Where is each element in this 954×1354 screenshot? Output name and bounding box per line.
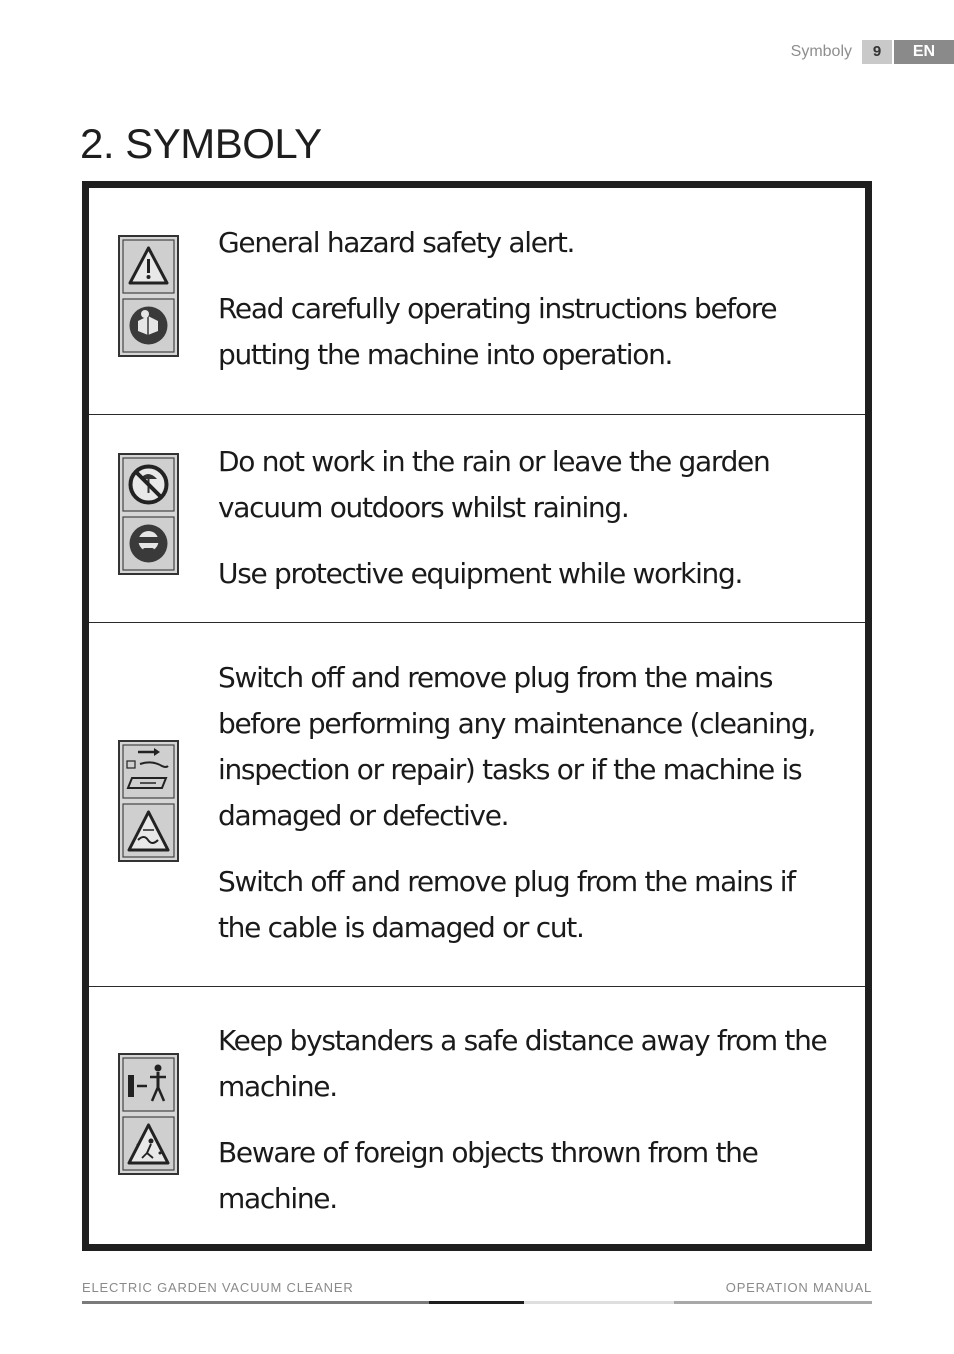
- symbols-table: [82, 181, 872, 1251]
- symbol-text: Do not work in the rain or leave the garden vacuum outdoors whilst raining.: [218, 445, 770, 524]
- symbol-icon-pair: [118, 453, 179, 575]
- page-header: [791, 40, 954, 64]
- read-manual-icon: [130, 307, 168, 345]
- symbol-description: [218, 1018, 843, 1242]
- footer-bar-segment: [674, 1301, 872, 1304]
- symbol-text: Beware of foreign objects thrown from the machine.: [218, 1136, 758, 1215]
- symbol-text: Switch off and remove plug from the mains before performing any maintenance (cleaning, inspection or repair) tasks or if the machine is damaged or defective.: [218, 661, 815, 832]
- header-section-name: Symboly: [790, 43, 852, 60]
- symbol-text: Keep bystanders a safe distance away from the machine.: [218, 1024, 827, 1103]
- language-tab: EN: [894, 40, 954, 64]
- footer-bar-segment: [524, 1301, 674, 1304]
- symbol-row: [89, 986, 865, 1244]
- symbol-description: [218, 439, 843, 617]
- symbol-text: Use protective equipment while working.: [218, 557, 743, 590]
- footer-bar-segment: [429, 1301, 524, 1304]
- footer-bar-segment: [82, 1301, 429, 1304]
- symbol-text: Read carefully operating instructions before putting the machine into operation.: [218, 292, 777, 371]
- symbol-icon-pair: [118, 1053, 179, 1175]
- symbol-text: General hazard safety alert.: [218, 226, 575, 259]
- symbol-description: [218, 655, 843, 971]
- footer-product-name: ELECTRIC GARDEN VACUUM CLEANER: [82, 1280, 354, 1295]
- footer-document-type: OPERATION MANUAL: [725, 1280, 872, 1295]
- no-rain-icon: [131, 467, 167, 503]
- page-number: 9: [862, 40, 892, 64]
- symbol-row: [89, 188, 865, 414]
- protective-equipment-icon: [130, 525, 168, 563]
- symbol-row: [89, 622, 865, 986]
- symbol-icon-pair: [118, 235, 179, 357]
- symbol-icon-pair: [118, 740, 179, 862]
- symbol-description: [218, 220, 843, 398]
- symbol-row: [89, 414, 865, 622]
- page-title: 2. SYMBOLY: [80, 120, 322, 167]
- symbol-text: Switch off and remove plug from the mains if the cable is damaged or cut.: [218, 865, 795, 944]
